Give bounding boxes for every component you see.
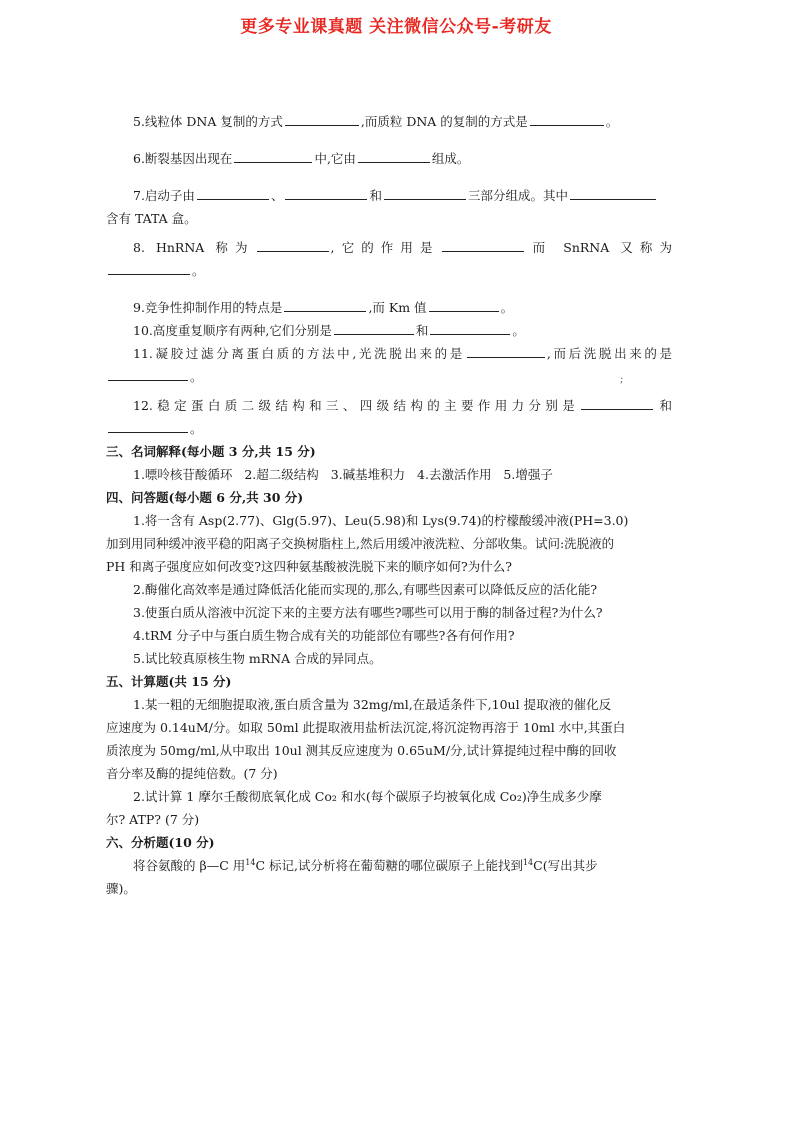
question-4-5: 5.试比较真原核生物 mRNA 合成的异同点。 <box>133 651 382 666</box>
answer-blank[interactable] <box>334 322 414 335</box>
question-5-1-cont: 应速度为 0.14uM/分。如取 50ml 此提取液用盐析法沉淀,将沉淀物再溶于 10ml 水中,其蛋白 <box>106 720 626 735</box>
exam-page <box>106 110 672 900</box>
question-11: 11.凝胶过滤分离蛋白质的方法中,光洗脱出来的是 ,而后洗脱出来的是 <box>133 346 672 361</box>
section-4-title: 四、问答题(每小题 6 分,共 30 分) <box>106 490 304 505</box>
question-4-4: 4.tRM 分子中与蛋白质生物合成有关的功能部位有哪些?各有何作用? <box>133 628 515 643</box>
question-6-1: 将谷氨酸的 β—C 用$^{14}$C 标记,试分析将在葡萄糖的哪位碳原子上能找到$^{14}$C(写出其步 <box>133 857 598 873</box>
answer-blank[interactable] <box>429 299 499 312</box>
question-6: 6.断裂基因出现在 中,它由 组成。 <box>133 151 470 166</box>
section-5-title: 五、计算题(共 15 分) <box>106 674 232 689</box>
question-4-2: 2.酶催化高效率是通过降低活化能而实现的,那么,有哪些因素可以降低反应的活化能? <box>133 582 598 597</box>
section-6-title: 六、分析题(10 分) <box>106 835 215 850</box>
stray-mark: ; <box>620 374 624 385</box>
answer-blank[interactable] <box>234 150 312 163</box>
question-11-cont: 。 <box>106 365 672 388</box>
question-10: 10.高度重复顺序有两种,它们分别是 和 。 <box>133 323 525 338</box>
promo-banner: 更多专业课真题 关注微信公众号-考研友 <box>240 17 552 37</box>
question-4-1: 1.将一含有 Asp(2.77)、Glg(5.97)、Leu(5.98)和 Lys(9.74)的柠檬酸缓冲液(PH=3.0) <box>133 513 629 528</box>
answer-blank[interactable] <box>430 322 510 335</box>
answer-blank[interactable] <box>108 420 188 433</box>
answer-blank[interactable] <box>257 239 329 252</box>
question-5-1: 1.某一粗的无细胞提取液,蛋白质含量为 32mg/ml,在最适条件下,10ul 提取液的催化反 <box>133 697 612 712</box>
question-5-2: 2.试计算 1 摩尔壬酸彻底氧化成 Co₂ 和水(每个碳原子均被氧化成 Co₂)净生成多少摩 <box>133 789 602 804</box>
answer-blank[interactable] <box>285 187 367 200</box>
question-4-1-cont: 加到用同种缓冲液平稳的阳离子交换树脂柱上,然后用缓冲液洗粒、分部收集。试问:洗脱液的 <box>106 536 615 551</box>
question-7: 7.启动子由 、 和 三部分组成。其中 <box>106 184 672 207</box>
question-9: 9.竞争性抑制作用的特点是 ,而 Km 值 。 <box>133 300 514 315</box>
question-12-cont: 。 <box>106 417 672 440</box>
question-5-1-cont: 质浓度为 50mg/ml,从中取出 10ul 测其反应速度为 0.65uM/分,试计算提纯过程中酶的回收 <box>106 743 617 758</box>
question-8-cont: 。 <box>106 259 672 282</box>
answer-blank[interactable] <box>467 345 545 358</box>
question-12: 12.稳定蛋白质二级结构和三、四级结构的主要作用力分别是 和 <box>133 398 672 413</box>
answer-blank[interactable] <box>358 150 430 163</box>
answer-blank[interactable] <box>384 187 466 200</box>
answer-blank[interactable] <box>570 187 656 200</box>
question-5-2-cont: 尔? ATP? (7 分) <box>106 812 200 827</box>
section-3-terms: 1.嘌呤核苷酸循环 2.超二级结构 3.碱基堆积力 4.去激活作用 5.增强子 <box>133 467 553 482</box>
section-3-title: 三、名词解释(每小题 3 分,共 15 分) <box>106 444 316 459</box>
question-5: 5.线粒体 DNA 复制的方式 ,而质粒 DNA 的复制的方式是 。 <box>133 114 619 129</box>
answer-blank[interactable] <box>197 187 269 200</box>
answer-blank[interactable] <box>108 262 190 275</box>
answer-blank[interactable] <box>285 113 359 126</box>
question-4-1-cont: PH 和离子强度应如何改变?这四种氨基酸被洗脱下来的顺序如何?为什么? <box>106 559 512 574</box>
answer-blank[interactable] <box>442 239 524 252</box>
question-6-1-cont: 骤)。 <box>106 881 136 896</box>
question-7-cont: 含有 TATA 盒。 <box>106 211 197 226</box>
answer-blank[interactable] <box>284 299 366 312</box>
question-8: 8. HnRNA 称为 ,它的作用是 而 SnRNA 又称为 <box>133 240 672 255</box>
question-4-3: 3.使蛋白质从溶液中沉淀下来的主要方法有哪些?哪些可以用于酶的制备过程?为什么? <box>133 605 603 620</box>
answer-blank[interactable] <box>530 113 604 126</box>
answer-blank[interactable] <box>108 368 188 381</box>
answer-blank[interactable] <box>581 397 653 410</box>
question-5-1-cont: 音分率及酶的提纯倍数。(7 分) <box>106 766 278 781</box>
